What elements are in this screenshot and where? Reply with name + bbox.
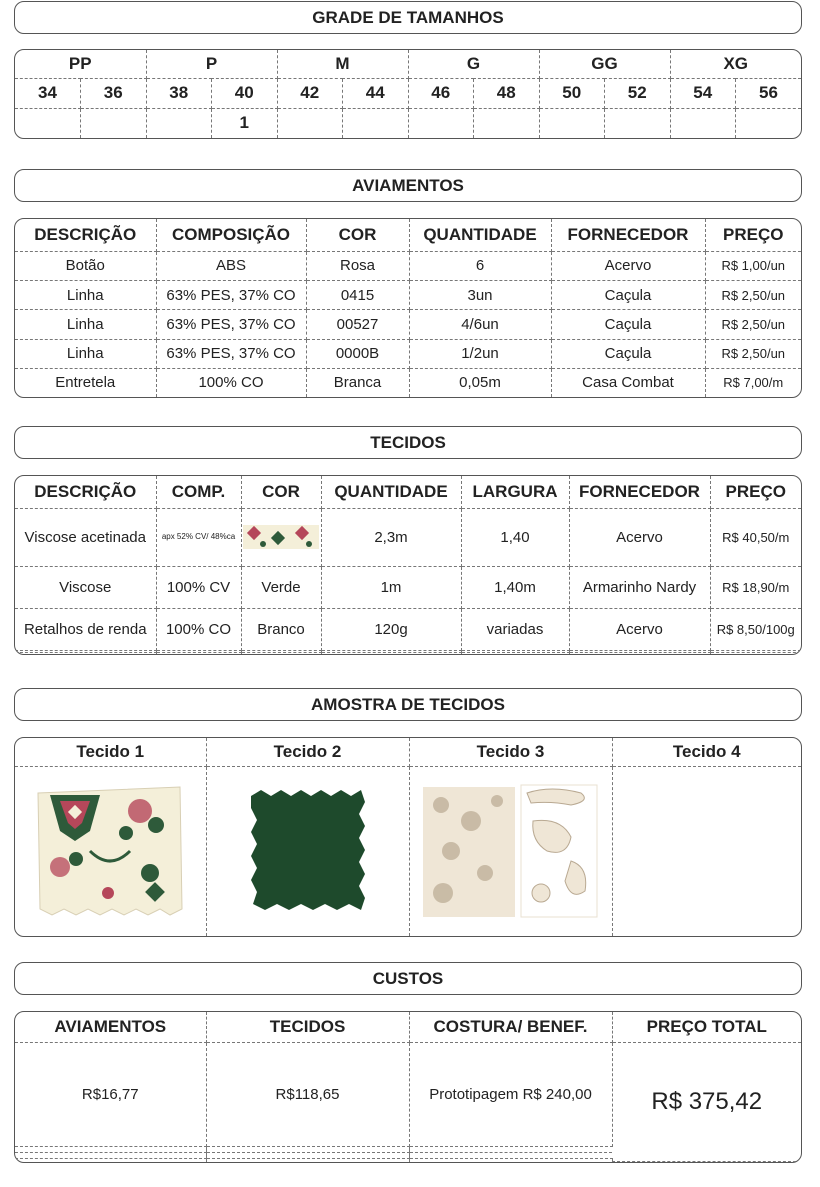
- header-largura: LARGURA: [461, 476, 569, 508]
- swatch-tecido-3: [409, 766, 612, 936]
- header-descricao: DESCRIÇÃO: [15, 476, 156, 508]
- size-quantity: [146, 108, 212, 138]
- size-number: 34: [15, 78, 81, 108]
- table-row: [15, 566, 801, 608]
- floral-fabric-image: [30, 781, 190, 921]
- size-number: 52: [605, 78, 671, 108]
- cell-empty: [409, 1158, 612, 1161]
- cell-comp: 100% CV: [156, 566, 241, 608]
- cell-cor: Branco: [241, 608, 321, 650]
- cell-empty: [15, 1158, 206, 1161]
- header-cor: COR: [241, 476, 321, 508]
- cell-cor: Branca: [306, 368, 409, 397]
- cell-quantidade: 120g: [321, 608, 461, 650]
- cell-composicao: 63% PES, 37% CO: [156, 310, 306, 339]
- aviamentos-title: AVIAMENTOS: [14, 169, 802, 202]
- table-row: [15, 653, 801, 654]
- cell-fornecedor: Caçula: [551, 310, 705, 339]
- cell-composicao: 63% PES, 37% CO: [156, 339, 306, 368]
- header-quantidade: QUANTIDADE: [409, 219, 551, 251]
- size-number: 40: [212, 78, 278, 108]
- cell-empty: [461, 653, 569, 654]
- swatch-tecido-2: [206, 766, 409, 936]
- cell-cor: 00527: [306, 310, 409, 339]
- header-fornecedor: FORNECEDOR: [569, 476, 710, 508]
- cell-fornecedor: Casa Combat: [551, 368, 705, 397]
- cell-quantidade: 1/2un: [409, 339, 551, 368]
- header-tecidos: TECIDOS: [206, 1012, 409, 1042]
- cell-quantidade: 1m: [321, 566, 461, 608]
- cell-descricao: Linha: [15, 339, 156, 368]
- custos-title: CUSTOS: [14, 962, 802, 995]
- cell-fornecedor: Armarinho Nardy: [569, 566, 710, 608]
- cell-empty: [569, 653, 710, 654]
- tecidos-table: [14, 475, 802, 655]
- size-number: 54: [670, 78, 736, 108]
- size-number: 36: [81, 78, 147, 108]
- floral-swatch-icon: [243, 525, 319, 549]
- header-quantidade: QUANTIDADE: [321, 476, 461, 508]
- cell-descricao: Botão: [15, 251, 156, 280]
- table-row: [15, 508, 801, 566]
- cell-composicao: ABS: [156, 251, 306, 280]
- table-row: [15, 608, 801, 650]
- size-group-gg: GG: [539, 50, 670, 78]
- green-fabric-image: [243, 786, 373, 916]
- cell-empty: [156, 653, 241, 654]
- cell-fornecedor: Caçula: [551, 339, 705, 368]
- cell-descricao: Entretela: [15, 368, 156, 397]
- cell-empty: [15, 653, 156, 654]
- size-group-p: P: [146, 50, 277, 78]
- cell-cor: 0415: [306, 280, 409, 309]
- swatch-label-1: Tecido 1: [15, 738, 206, 766]
- cell-descricao: Viscose: [15, 566, 156, 608]
- amostra-panel: [14, 737, 802, 937]
- table-row: [15, 1042, 801, 1147]
- cell-descricao: Retalhos de renda: [15, 608, 156, 650]
- header-preco: PREÇO: [705, 219, 801, 251]
- header-preco: PREÇO: [710, 476, 801, 508]
- size-quantity: [343, 108, 409, 138]
- size-number: 48: [474, 78, 540, 108]
- swatch-label-3: Tecido 3: [409, 738, 612, 766]
- cell-fornecedor: Acervo: [569, 608, 710, 650]
- table-row: [15, 339, 801, 368]
- header-fornecedor: FORNECEDOR: [551, 219, 705, 251]
- table-row: [15, 280, 801, 309]
- cell-descricao: Linha: [15, 280, 156, 309]
- grade-title: GRADE DE TAMANHOS: [14, 1, 802, 34]
- lace-fabric-image: [421, 781, 601, 921]
- cell-fornecedor: Caçula: [551, 280, 705, 309]
- size-quantity: [736, 108, 802, 138]
- cell-descricao: Viscose acetinada: [15, 508, 156, 566]
- size-number: 44: [343, 78, 409, 108]
- size-quantity: 1: [212, 108, 278, 138]
- cell-preco: R$ 2,50/un: [705, 339, 801, 368]
- size-number: 56: [736, 78, 802, 108]
- cell-empty: [710, 653, 801, 654]
- table-row: [15, 310, 801, 339]
- size-grid: [14, 49, 802, 139]
- size-group-pp: PP: [15, 50, 146, 78]
- cell-descricao: Linha: [15, 310, 156, 339]
- cell-fornecedor: Acervo: [569, 508, 710, 566]
- size-group-m: M: [277, 50, 408, 78]
- cell-quantidade: 3un: [409, 280, 551, 309]
- swatch-tecido-1: [15, 766, 206, 936]
- total-price: R$ 375,42: [612, 1042, 801, 1162]
- header-cor: COR: [306, 219, 409, 251]
- header-composicao: COMPOSIÇÃO: [156, 219, 306, 251]
- cost-costura: Prototipagem R$ 240,00: [409, 1042, 612, 1147]
- cell-preco: R$ 2,50/un: [705, 280, 801, 309]
- header-descricao: DESCRIÇÃO: [15, 219, 156, 251]
- cell-largura: variadas: [461, 608, 569, 650]
- cell-preco: R$ 40,50/m: [710, 508, 801, 566]
- cell-quantidade: 0,05m: [409, 368, 551, 397]
- cell-preco: R$ 2,50/un: [705, 310, 801, 339]
- size-quantity: [15, 108, 81, 138]
- table-row: [15, 368, 801, 397]
- size-quantity: [81, 108, 147, 138]
- aviamentos-table: [14, 218, 802, 398]
- size-quantity: [539, 108, 605, 138]
- cost-tecidos: R$118,65: [206, 1042, 409, 1147]
- header-aviamentos: AVIAMENTOS: [15, 1012, 206, 1042]
- cost-aviamentos: R$16,77: [15, 1042, 206, 1147]
- size-quantity: [408, 108, 474, 138]
- size-number: 42: [277, 78, 343, 108]
- header-preco-total: PREÇO TOTAL: [612, 1012, 801, 1042]
- cell-empty: [206, 1158, 409, 1161]
- custos-table: [14, 1011, 802, 1163]
- cell-composicao: 63% PES, 37% CO: [156, 280, 306, 309]
- cell-empty: [321, 653, 461, 654]
- size-quantity: [474, 108, 540, 138]
- size-group-xg: XG: [670, 50, 801, 78]
- swatch-label-2: Tecido 2: [206, 738, 409, 766]
- swatch-tecido-4: [612, 766, 801, 936]
- size-quantity: [277, 108, 343, 138]
- cell-quantidade: 4/6un: [409, 310, 551, 339]
- cell-cor: Rosa: [306, 251, 409, 280]
- size-number: 38: [146, 78, 212, 108]
- cell-cor: Verde: [241, 566, 321, 608]
- cell-preco: R$ 8,50/100g: [710, 608, 801, 650]
- cell-empty: [241, 653, 321, 654]
- cell-composicao: 100% CO: [156, 368, 306, 397]
- cell-cor: 0000B: [306, 339, 409, 368]
- size-quantity: [605, 108, 671, 138]
- cell-preco: R$ 7,00/m: [723, 375, 784, 391]
- cell-quantidade: 2,3m: [321, 508, 461, 566]
- table-row: [15, 251, 801, 280]
- header-costura: COSTURA/ BENEF.: [409, 1012, 612, 1042]
- cell-preco: R$ 18,90/m: [710, 566, 801, 608]
- tecidos-title: TECIDOS: [14, 426, 802, 459]
- cell-cor-swatch: [241, 508, 321, 566]
- cell-fornecedor: Acervo: [551, 251, 705, 280]
- size-quantity: [670, 108, 736, 138]
- cell-preco: R$ 1,00/un: [705, 251, 801, 280]
- size-group-g: G: [408, 50, 539, 78]
- cell-largura: 1,40m: [461, 566, 569, 608]
- size-number: 50: [539, 78, 605, 108]
- cell-comp: 100% CO: [156, 608, 241, 650]
- cell-largura: 1,40: [461, 508, 569, 566]
- header-comp: COMP.: [156, 476, 241, 508]
- cell-quantidade: 6: [409, 251, 551, 280]
- cell-comp: apx 52% CV/ 48%ca: [156, 508, 241, 566]
- swatch-label-4: Tecido 4: [612, 738, 801, 766]
- amostra-title: AMOSTRA DE TECIDOS: [14, 688, 802, 721]
- size-number: 46: [408, 78, 474, 108]
